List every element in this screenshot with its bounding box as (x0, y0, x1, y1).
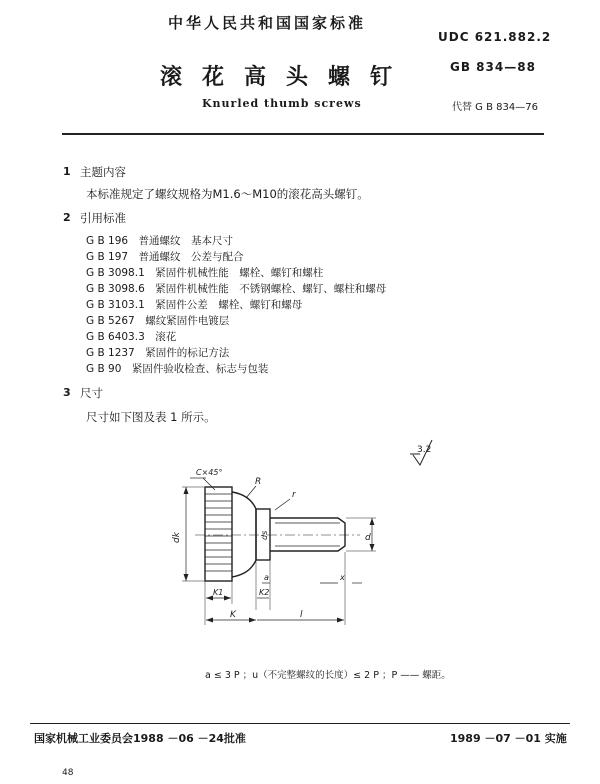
k2-label: K2 (259, 588, 270, 597)
reference-item: G B 197 普通螺纹 公差与配合 (86, 251, 244, 263)
reference-item: G B 5267 螺纹紧固件电镀层 (86, 315, 230, 327)
section-1-number: 1 (63, 165, 71, 178)
K-label: K (230, 610, 236, 620)
section-3-text: 尺寸如下图及表 1 所示。 (86, 410, 216, 424)
udc-code: UDC 621.882.2 (438, 30, 552, 44)
reference-item: G B 1237 紧固件的标记方法 (86, 347, 230, 359)
reference-item: G B 3103.1 紧固件公差 螺栓、螺钉和螺母 (86, 299, 303, 311)
fillet-R-label: R (255, 477, 262, 487)
document-title-zh: 滚花高头螺钉 (160, 65, 413, 90)
footer-divider (30, 723, 570, 724)
d-label: d (365, 533, 371, 543)
replaces-standard: 代替 G B 834—76 (452, 102, 538, 113)
section-3-title: 尺寸 (80, 386, 103, 400)
section-1-text: 本标准规定了螺纹规格为M1.6～M10的滚花高头螺钉。 (86, 187, 369, 201)
section-2-number: 2 (63, 211, 71, 224)
section-2-title: 引用标准 (80, 211, 126, 225)
approval-date: 国家机械工业委员会1988 －06 －24批准 (34, 732, 246, 745)
drawing-note: a ≤ 3 P ；u（不完整螺纹的长度）≤ 2 P ；P —— 螺距。 (205, 670, 451, 681)
standard-organization: 中华人民共和国国家标准 (168, 14, 367, 32)
k1-label: K1 (213, 588, 224, 597)
ds-label: ds (260, 530, 269, 540)
roughness-value: 3.2 (417, 445, 432, 455)
section-1-title: 主题内容 (80, 165, 126, 179)
fillet-r-label: r (292, 490, 296, 500)
reference-item: G B 6403.3 滚花 (86, 331, 177, 343)
reference-item: G B 3098.6 紧固件机械性能 不锈钢螺栓、螺钉、螺柱和螺母 (86, 283, 387, 295)
implementation-date: 1989 －07 －01 实施 (450, 732, 567, 745)
gb-standard-code: GB 834—88 (450, 60, 536, 74)
section-3-number: 3 (63, 386, 71, 399)
page-number: 48 (62, 768, 74, 778)
reference-item: G B 3098.1 紧固件机械性能 螺栓、螺钉和螺柱 (86, 267, 324, 279)
reference-item: G B 196 普通螺纹 基本尺寸 (86, 235, 234, 247)
x-label: x (340, 573, 345, 582)
document-title-en: Knurled thumb screws (202, 97, 362, 110)
dk-label: dk (172, 532, 182, 543)
a-label: a (264, 573, 269, 582)
l-label: l (300, 610, 303, 620)
reference-item: G B 90 紧固件验收检查、标志与包装 (86, 363, 269, 375)
chamfer-label: C×45° (196, 468, 223, 477)
